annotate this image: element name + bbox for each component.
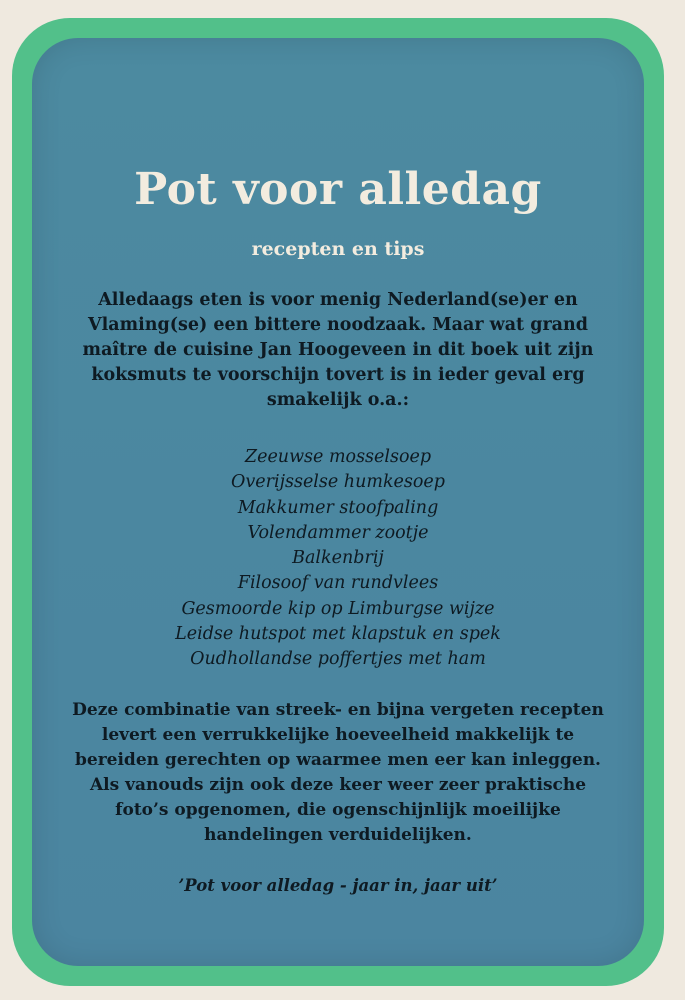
- recipe-item: Makkumer stoofpaling: [237, 497, 439, 518]
- intro-paragraph: Alledaags eten is voor menig Nederland(se)er en Vlaming(se) een bittere noodzaak. Maar wat grand maître de cuisine Jan Hoogeveen in dit boek uit zijn koksmuts te voorschijn tovert is in ieder geval erg smakelijk o.a.:: [82, 290, 594, 410]
- cover-content: [32, 38, 644, 966]
- recipe-item: Zeeuwse mosselsoep: [244, 447, 432, 467]
- book-title: Pot voor alledag: [134, 164, 542, 215]
- recipe-list: [32, 445, 644, 673]
- recipe-item: Balkenbrij: [292, 548, 384, 569]
- recipe-item: Leidse hutspot met klapstuk en spek: [175, 624, 501, 645]
- recipe-item: Volendammer zootje: [247, 522, 429, 543]
- recipe-item: Overijsselse humkesoep: [231, 472, 445, 493]
- recipe-item: Filosoof van rundvlees: [237, 573, 439, 594]
- description-paragraph: Deze combinatie van streek- en bijna vergeten recepten levert een verrukkelijke hoeveelheid makkelijk te bereiden gerechten op waarmee men eer kan inleggen. Als vanouds zijn ook deze keer weer zeer praktische foto’s opgenomen, die ogenschijnlijk moeilijke handelingen verduidelijken.: [72, 700, 604, 845]
- tagline: ’Pot voor alledag - jaar in, jaar uit’: [178, 876, 498, 895]
- recipe-item: Gesmoorde kip op Limburgse wijze: [181, 598, 495, 619]
- recipe-item: Oudhollandse poffertjes met ham: [190, 649, 486, 670]
- book-subtitle: recepten en tips: [251, 238, 425, 260]
